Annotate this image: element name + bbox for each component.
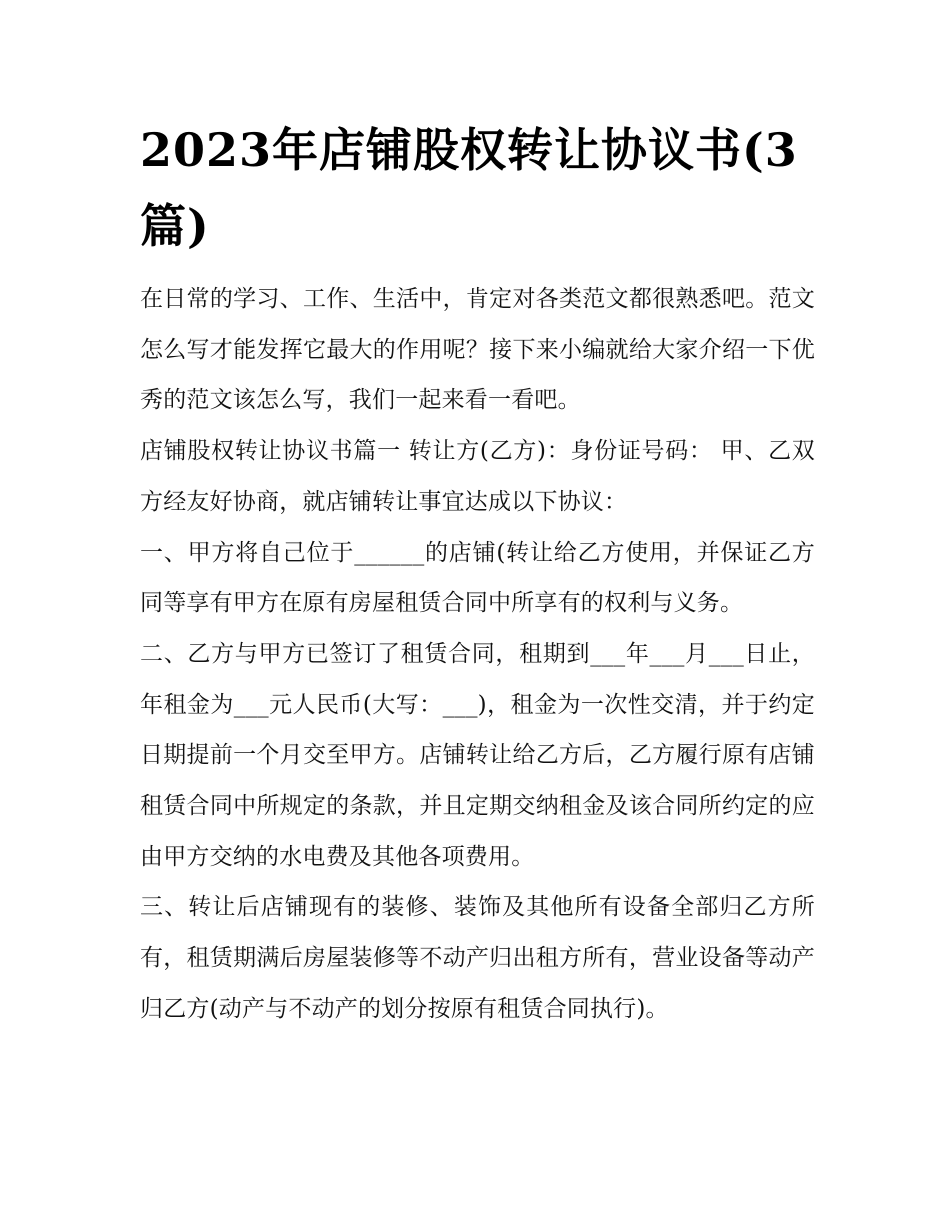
document-body: [140, 274, 815, 1035]
document-title: 2023年店铺股权转让协议书(3篇): [140, 123, 798, 253]
agreement-heading-paragraph: 店铺股权转让协议书篇一 转让方(乙方)：身份证号码： 甲、乙双方经友好协商，就店铺转让事宜达成以下协议：: [140, 438, 815, 515]
clause-1-paragraph: 一、甲方将自己位于______的店铺(转让给乙方使用，并保证乙方同等享有甲方在原有房屋租赁合同中所享有的权利与义务。: [140, 539, 815, 617]
intro-paragraph: 在日常的学习、工作、生活中，肯定对各类范文都很熟悉吧。范文怎么写才能发挥它最大的作用呢？接下来小编就给大家介绍一下优秀的范文该怎么写，我们一起来看一看吧。: [140, 286, 815, 414]
clause-2-paragraph: 二、乙方与甲方已签订了租赁合同，租期到___年___月___日止，年租金为___元人民币(大写：___)，租金为一次性交清，并于约定日期提前一个月交至甲方。店铺转让给乙方后，乙方履行原有店铺租赁合同中所规定的条款，并且定期交纳租金及该合同所约定的应由甲方交纳的水电费及其他各项费用。: [140, 640, 815, 870]
clause-3-paragraph: 三、转让后店铺现有的装修、装饰及其他所有设备全部归乙方所有，租赁期满后房屋装修等不动产归出租方所有，营业设备等动产归乙方(动产与不动产的划分按原有租赁合同执行)。: [140, 894, 815, 1022]
